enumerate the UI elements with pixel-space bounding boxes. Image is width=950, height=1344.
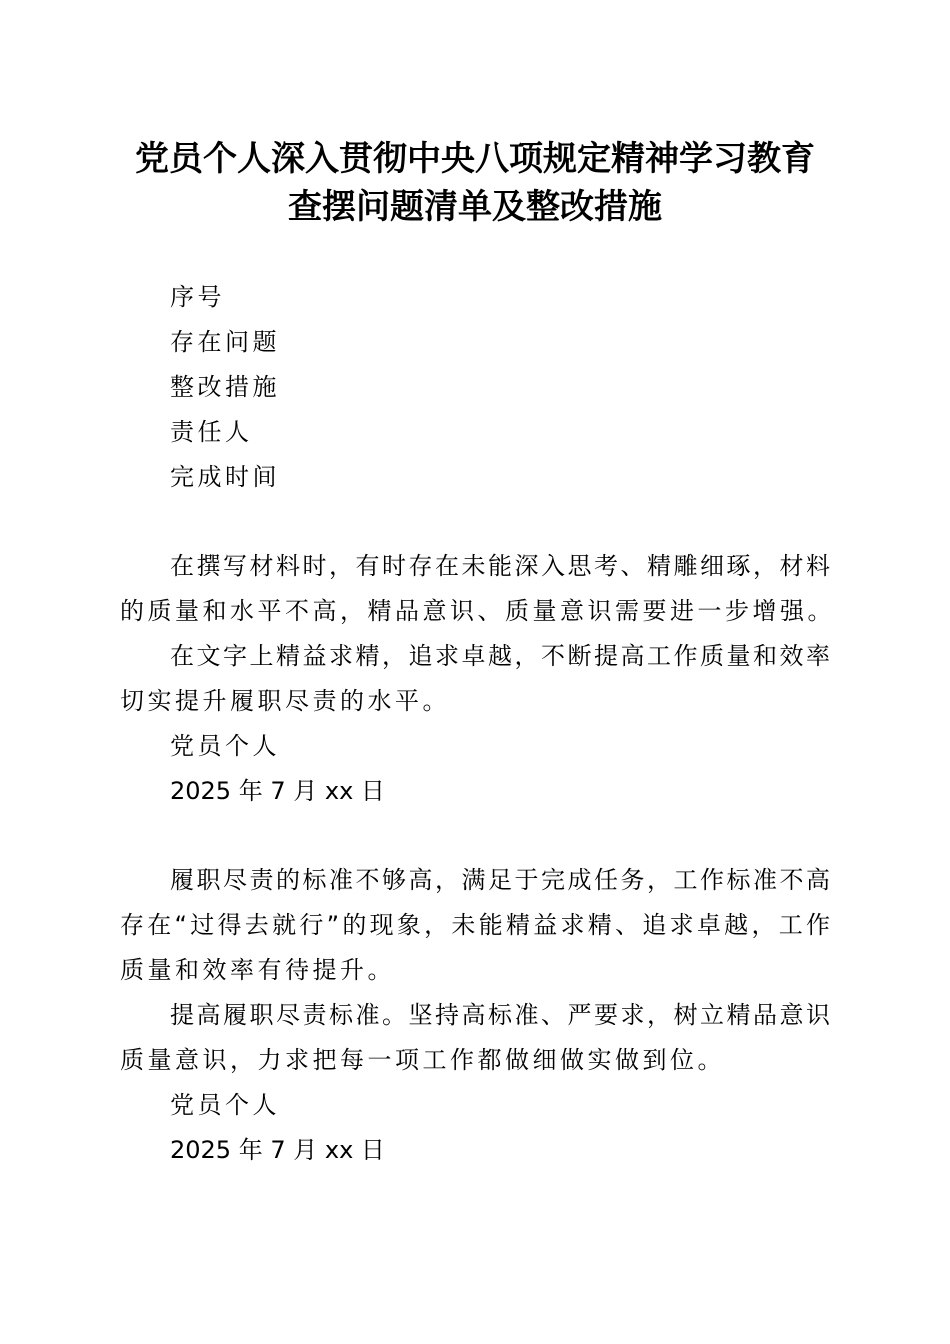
entry-1-measure-line-1: 在文字上精益求精，追求卓越，不断提高工作质量和效率: [170, 642, 830, 670]
entry-1-deadline: 2025 年 7 月 xx 日: [170, 777, 385, 805]
document-title-line-2: 查摆问题清单及整改措施: [288, 187, 662, 227]
entry-2-measure-line-1: 提高履职尽责标准。坚持高标准、严要求，树立精品意识: [170, 1001, 830, 1029]
header-existing-problem: 存在问题: [170, 328, 280, 356]
header-rectification-measure: 整改措施: [170, 373, 280, 401]
entry-1-problem-line-2: 的质量和水平不高，精品意识、质量意识需要进一步增强。: [120, 597, 835, 625]
entry-1-responsible: 党员个人: [170, 732, 280, 760]
header-serial-number: 序号: [170, 283, 225, 311]
entry-2-deadline: 2025 年 7 月 xx 日: [170, 1136, 385, 1164]
entry-2-measure-line-2: 质量意识，力求把每一项工作都做细做实做到位。: [120, 1046, 725, 1074]
entry-1-measure-line-2: 切实提升履职尽责的水平。: [120, 687, 450, 715]
entry-2-problem-line-3: 质量和效率有待提升。: [120, 956, 395, 984]
entry-2-problem-line-1: 履职尽责的标准不够高，满足于完成任务，工作标准不高: [170, 866, 830, 894]
header-responsible-person: 责任人: [170, 418, 253, 446]
entry-2-responsible: 党员个人: [170, 1091, 280, 1119]
entry-2-problem-line-2: 存在“过得去就行”的现象，未能精益求精、追求卓越，工作: [120, 911, 830, 939]
document-title-line-1: 党员个人深入贯彻中央八项规定精神学习教育: [135, 139, 815, 179]
entry-1-problem-line-1: 在撰写材料时，有时存在未能深入思考、精雕细琢，材料: [170, 552, 830, 580]
header-completion-time: 完成时间: [170, 463, 280, 491]
